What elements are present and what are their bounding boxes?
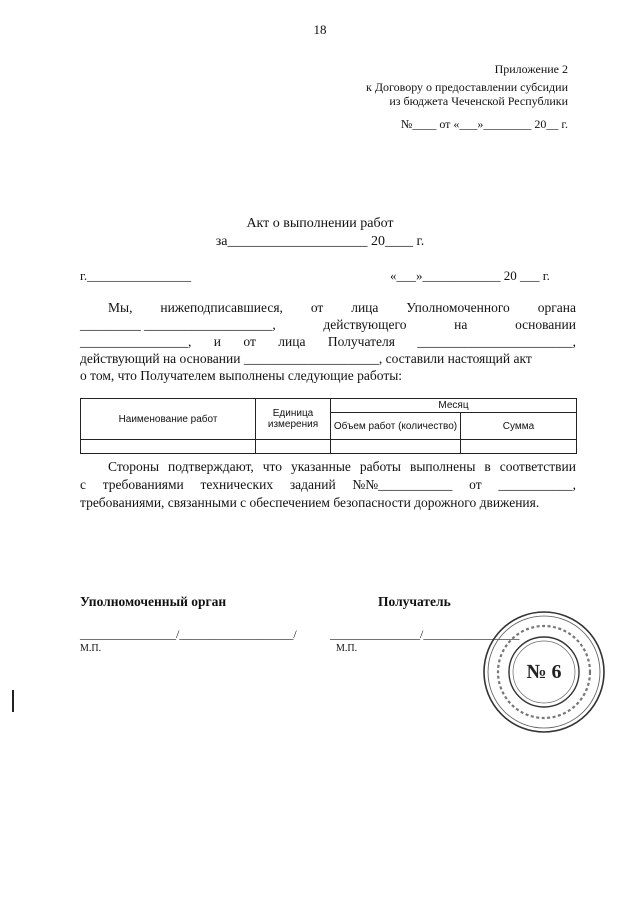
appendix-line-2: из бюджета Чеченской Республики bbox=[389, 94, 568, 108]
table-cell bbox=[256, 440, 331, 454]
appendix-title: Приложение 2 bbox=[494, 62, 568, 76]
intro-line-5: о том, что Получателем выполнены следующие работы: bbox=[80, 368, 403, 383]
table-row bbox=[81, 440, 577, 454]
act-title: Акт о выполнении работ bbox=[246, 216, 394, 231]
word: Получателя bbox=[327, 334, 395, 349]
word: ________________, bbox=[80, 334, 192, 349]
word: №№___________ bbox=[352, 477, 453, 492]
word: от bbox=[243, 334, 256, 349]
word: от bbox=[310, 300, 324, 315]
date-line: «___»____________ 20 ___ г. bbox=[390, 268, 550, 283]
word: технических bbox=[200, 477, 274, 492]
intro-line-4: действующий на основании ____________________, составили настоящий акт bbox=[80, 351, 532, 366]
authority-signature-line: ________________/___________________/ bbox=[80, 627, 297, 641]
confirm-line-2 bbox=[80, 476, 576, 494]
page-number: 18 bbox=[313, 22, 327, 37]
word: действующего bbox=[323, 317, 407, 332]
confirm-line-1: Стороны подтверждают, что указанные работы выполнены в соответствии bbox=[108, 459, 576, 474]
word: Уполномоченного bbox=[406, 300, 510, 315]
word: нижеподписавшиеся, bbox=[160, 300, 283, 315]
confirmation-paragraph bbox=[80, 458, 576, 512]
word: требованиями bbox=[102, 477, 184, 492]
intro-line-3 bbox=[80, 333, 576, 350]
word: основании bbox=[515, 317, 576, 332]
authority-signature-title: Уполномоченный орган bbox=[80, 594, 227, 609]
intro-line-1 bbox=[80, 299, 576, 316]
appendix-line-1: к Договору о предоставлении субсидии bbox=[365, 80, 568, 94]
act-period: за____________________ 20____ г. bbox=[215, 234, 425, 249]
col-header-volume: Объем работ (количество) bbox=[331, 413, 461, 440]
table-cell bbox=[331, 440, 461, 454]
appendix-line-3: №____ от «___»________ 20__ г. bbox=[400, 117, 568, 131]
intro-paragraph bbox=[80, 299, 576, 384]
word: от bbox=[469, 477, 482, 492]
word: лица bbox=[278, 334, 306, 349]
word: ___________, bbox=[498, 477, 576, 492]
recipient-seal-place: М.П. bbox=[336, 643, 358, 654]
official-stamp bbox=[482, 610, 606, 734]
recipient-signature-title: Получатель bbox=[378, 594, 451, 609]
word: с bbox=[80, 477, 86, 492]
word: на bbox=[454, 317, 468, 332]
intro-line-2 bbox=[80, 316, 576, 333]
col-header-month: Месяц bbox=[331, 399, 577, 413]
word: органа bbox=[537, 300, 576, 315]
authority-seal-place: М.П. bbox=[80, 643, 102, 654]
table-cell bbox=[81, 440, 256, 454]
confirm-line-3: требованиями, связанными с обеспечением безопасности дорожного движения. bbox=[80, 495, 540, 510]
stamp-number: № 6 bbox=[526, 661, 562, 683]
margin-mark bbox=[12, 690, 14, 712]
col-header-sum: Сумма bbox=[461, 413, 577, 440]
word: заданий bbox=[289, 477, 336, 492]
recipient-signature-line: _______________/________________ bbox=[330, 627, 520, 641]
word: _______________________, bbox=[417, 334, 576, 349]
table-cell bbox=[461, 440, 577, 454]
place-line: г.________________ bbox=[80, 268, 192, 283]
word: _________ ___________________, bbox=[80, 317, 276, 332]
works-table bbox=[80, 398, 577, 454]
col-header-name: Наименование работ bbox=[81, 399, 256, 440]
word: лица bbox=[351, 300, 379, 315]
col-header-unit: Единица измерения bbox=[256, 399, 331, 440]
word: Мы, bbox=[108, 300, 133, 315]
word: и bbox=[213, 334, 221, 349]
